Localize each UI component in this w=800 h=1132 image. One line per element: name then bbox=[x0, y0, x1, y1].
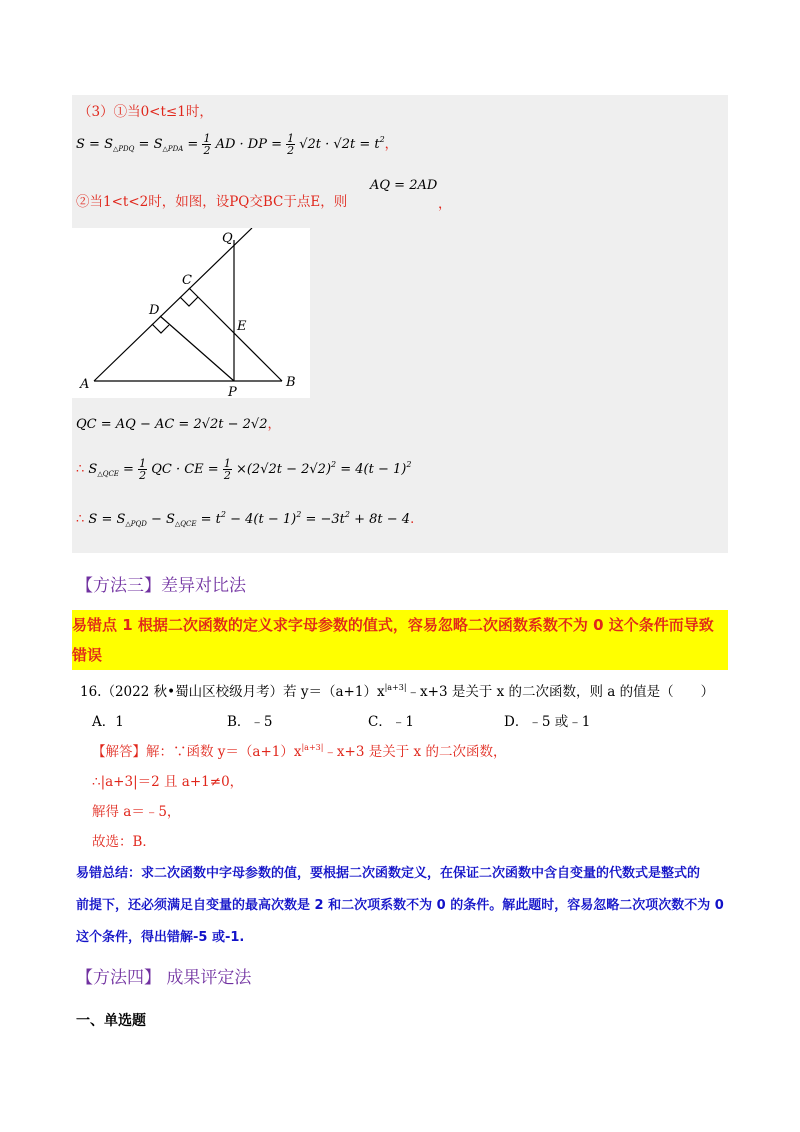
answer-step2: 解得 a＝﹣5， bbox=[92, 804, 181, 820]
aq-equation: AQ = 2AD bbox=[370, 178, 438, 193]
area-qce-equation: ∴ $S_{\triangle QCE}$ = $\frac{1}{2}$ QC · CE = $\frac{1}{2}$ $\times(2√2t - 2√2)^2 = 4(t - 1)^2$ bbox=[76, 457, 412, 482]
option-a: A．1 bbox=[92, 714, 124, 730]
case2-text: ②当1<t<2时，如图，设PQ交BC于点E，则 bbox=[76, 194, 348, 210]
trailing-comma: ， bbox=[438, 196, 452, 212]
label-p: P bbox=[228, 385, 237, 398]
answer-step1: ∴|a+3|＝2 且 a+1≠0， bbox=[92, 774, 244, 790]
option-d: D．﹣5 或﹣1 bbox=[504, 714, 591, 730]
summary-line1: 易错总结：求二次函数中字母参数的值，要根据二次函数定义，在保证二次函数中含自变量的代数式是整式的 bbox=[76, 866, 701, 881]
summary-line2: 前提下，还必须满足自变量的最高次数是 2 和二次项系数不为 0 的条件。解此题时，容易忽略二次项次数不为 0 bbox=[76, 898, 724, 913]
triangle-diagram bbox=[72, 228, 310, 398]
label-b: B bbox=[286, 375, 296, 390]
question-16-stem: 16.（2022 秋•蜀山区校级月考）若 $y=(a+1)x^{|a+3|}﹣x+3$ 是关于 x 的二次函数，则 a 的值是（ ） bbox=[80, 683, 715, 700]
area-s-equation: ∴ $S = S_{\triangle PQD} - S_{\triangle QCE} = t^2 - 4(t - 1)^2 = -3t^2 + 8t - 4$. bbox=[76, 510, 415, 528]
method3-title: 【方法三】差异对比法 bbox=[76, 576, 246, 596]
label-e: E bbox=[237, 319, 247, 334]
option-b: B．﹣5 bbox=[227, 714, 273, 730]
label-d: D bbox=[149, 303, 160, 318]
label-c: C bbox=[182, 273, 192, 288]
answer-step3: 故选：B． bbox=[92, 834, 156, 850]
answer-line: 【解答】解：∵函数 $y=(a+1)x^{|a+3|}﹣x+3$ 是关于 x 的二次函数， bbox=[92, 743, 507, 760]
geometry-figure bbox=[72, 228, 310, 398]
summary-line3: 这个条件，得出错解-5 或-1. bbox=[76, 930, 245, 945]
method4-title: 【方法四】 成果评定法 bbox=[76, 968, 252, 988]
option-c: C．﹣1 bbox=[368, 714, 414, 730]
section-single-choice-title: 一、单选题 bbox=[76, 1013, 146, 1029]
pitfall-highlight: 易错点 1 根据二次函数的定义求字母参数的值式，容易忽略二次函数系数不为 0 这个条件而导致错误 bbox=[72, 610, 728, 670]
formula-area-case1: $S = S_{\triangle PDQ} = S_{\triangle PDA}$ = $\frac{1}{2}$ AD · DP = $\frac{1}{2}$ $√2t \cdot √2t = t^2$， bbox=[76, 132, 398, 157]
qc-equation: QC = AQ − AC = 2√2t − 2√2， bbox=[76, 417, 281, 432]
label-a: A bbox=[80, 377, 90, 392]
label-q: Q bbox=[222, 231, 233, 246]
part3-header: （3）①当0<t≤1时， bbox=[78, 104, 213, 120]
